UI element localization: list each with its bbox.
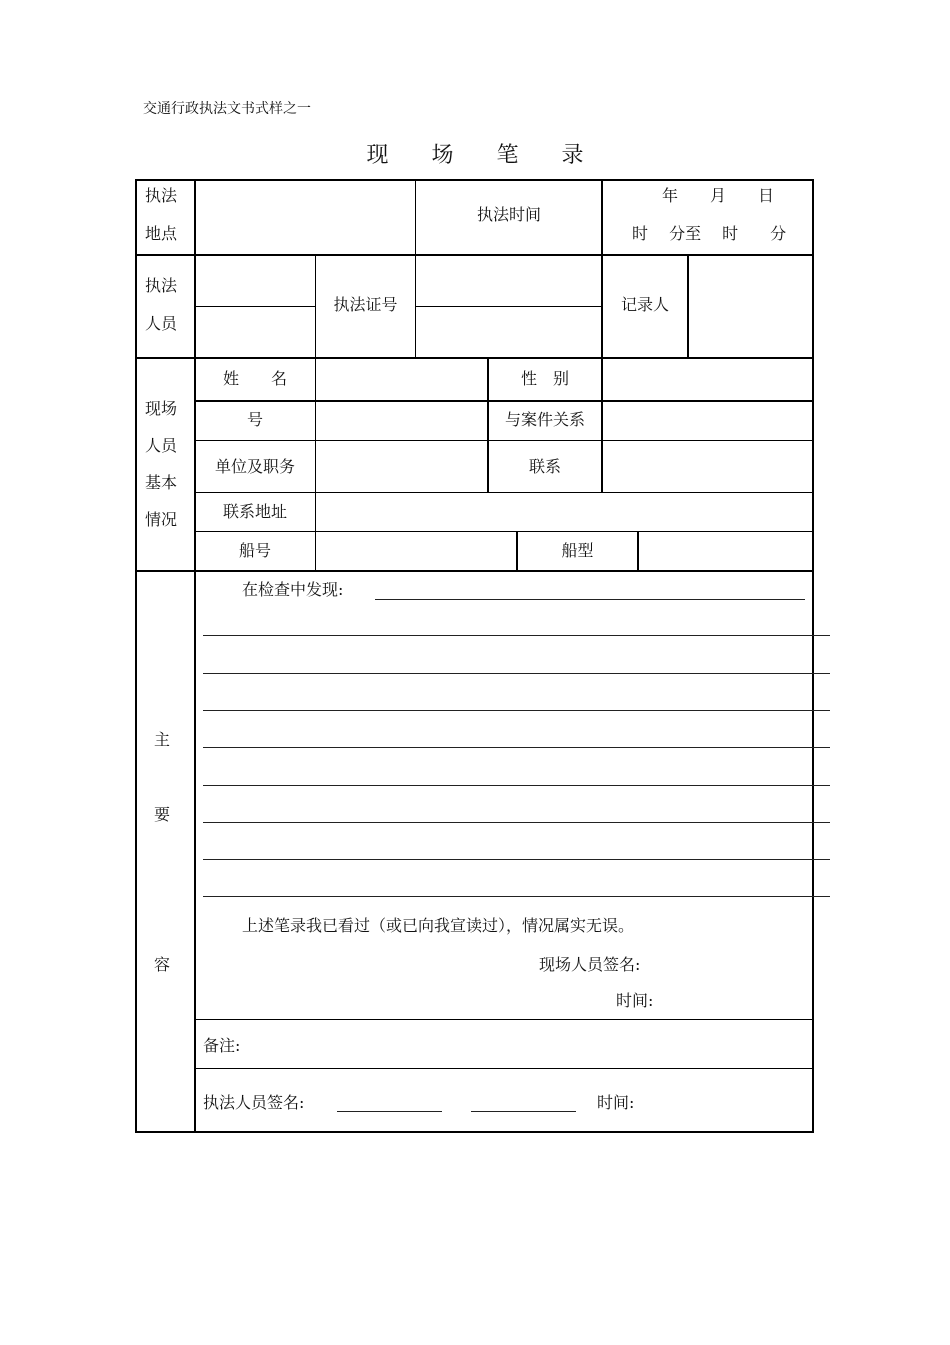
ship-type-field[interactable]	[640, 533, 811, 569]
relation-field[interactable]	[604, 403, 811, 439]
time-range-line: 时 分至 时 分	[632, 224, 787, 243]
confirmation-statement: 上述笔录我已看过（或已向我宣读过），情况属实无误。	[242, 916, 635, 935]
gender-label: 性 别	[520, 369, 569, 388]
unit-position-label: 单位及职务	[214, 457, 295, 476]
person-signature-time-label: 时间:	[616, 991, 654, 1010]
row2-bottom	[135, 357, 814, 359]
person-row3-bottom	[195, 492, 814, 493]
place-field[interactable]	[196, 181, 415, 253]
content-line[interactable]	[203, 635, 830, 636]
document-type-note: 交通行政执法文书式样之一	[143, 101, 311, 117]
table-border-left	[135, 179, 137, 1133]
person-section-label-2: 人员	[145, 436, 178, 455]
person-divider-a	[315, 358, 316, 571]
person-section-label-1: 现场	[145, 399, 178, 418]
place-label-line2: 地点	[145, 224, 178, 243]
officer-signature-line-1[interactable]	[337, 1111, 442, 1112]
contact-field[interactable]	[604, 442, 811, 491]
ship-number-field[interactable]	[317, 533, 515, 569]
person-row1-bottom	[195, 400, 814, 402]
officer-signature-time-label: 时间:	[597, 1093, 635, 1112]
content-line[interactable]	[203, 859, 830, 860]
id-label: 号	[246, 410, 263, 429]
id-field[interactable]	[317, 403, 486, 439]
person-row4-bottom	[195, 531, 814, 532]
content-line[interactable]	[203, 896, 830, 897]
table-border-right	[812, 179, 814, 1133]
officer-split-1	[195, 306, 315, 307]
officer-sign-top	[195, 1068, 814, 1069]
address-label: 联系地址	[222, 502, 287, 521]
remark-label: 备注:	[203, 1036, 241, 1055]
officer-split-2	[416, 306, 602, 307]
content-line[interactable]	[203, 710, 830, 711]
place-label-line1: 执法	[145, 186, 178, 205]
ship-divider-b	[637, 532, 639, 571]
person-section-label-4: 情况	[145, 510, 178, 529]
date-line: 年 月 日	[662, 186, 775, 205]
cert-number-label: 执法证号	[333, 295, 398, 314]
row2-divider-d	[687, 255, 689, 358]
remark-top	[195, 1019, 814, 1020]
address-field[interactable]	[317, 494, 811, 530]
relation-label: 与案件关系	[504, 410, 585, 429]
content-line[interactable]	[203, 822, 830, 823]
ship-number-label: 船号	[238, 541, 271, 560]
person-section-bottom	[135, 570, 814, 572]
cert-number-field-1[interactable]	[417, 257, 600, 305]
remark-field[interactable]	[250, 1022, 810, 1066]
officer-signature-line-2[interactable]	[471, 1111, 576, 1112]
person-row2-bottom	[195, 440, 814, 441]
officer-name-field-1[interactable]	[196, 257, 314, 305]
table-border-bottom	[135, 1131, 814, 1133]
ship-type-label: 船型	[561, 541, 594, 560]
unit-position-field[interactable]	[317, 442, 486, 491]
row1-bottom	[135, 254, 814, 256]
officer-name-field-2[interactable]	[196, 308, 314, 356]
officer-label-line2: 人员	[145, 314, 178, 333]
found-input-line[interactable]	[375, 599, 805, 600]
person-signature-label: 现场人员签名:	[539, 955, 641, 974]
content-line[interactable]	[203, 747, 830, 748]
person-divider-c	[601, 358, 603, 492]
content-line[interactable]	[203, 673, 830, 674]
name-label: 姓 名	[222, 369, 287, 388]
found-label: 在检查中发现:	[242, 580, 344, 599]
page-title: 现 场 笔 录	[366, 143, 602, 168]
officer-signature-label: 执法人员签名:	[203, 1093, 305, 1112]
officer-label-line1: 执法	[145, 276, 178, 295]
recorder-field[interactable]	[690, 257, 811, 356]
main-section-label-3: 容	[154, 955, 171, 974]
main-section-label-1: 主	[154, 730, 171, 749]
time-label: 执法时间	[476, 205, 541, 224]
recorder-label: 记录人	[620, 295, 669, 314]
content-line[interactable]	[203, 785, 830, 786]
name-field[interactable]	[317, 360, 486, 399]
main-section-label-2: 要	[154, 805, 171, 824]
contact-label: 联系	[528, 457, 561, 476]
person-section-label-3: 基本	[145, 473, 178, 492]
cert-number-field-2[interactable]	[417, 308, 600, 356]
gender-field[interactable]	[604, 360, 811, 399]
